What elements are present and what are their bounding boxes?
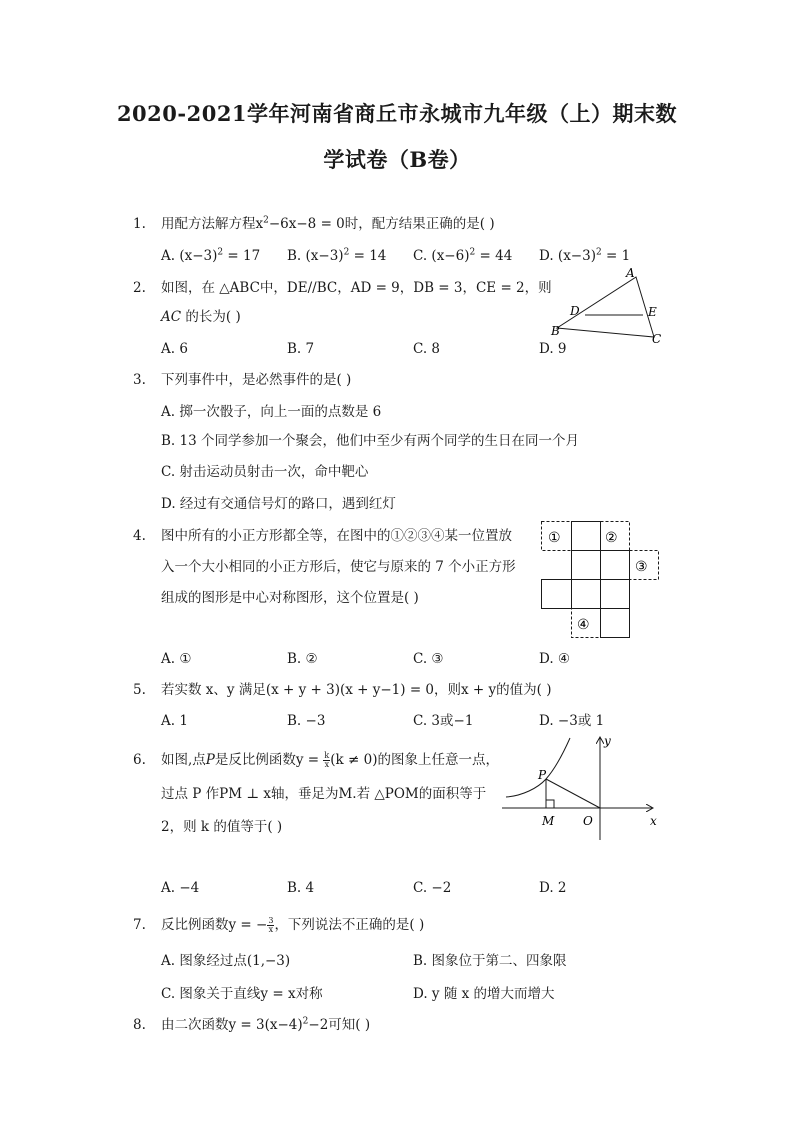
label-e: E <box>648 305 657 319</box>
square <box>601 580 630 609</box>
q6-option-b: B. 4 <box>287 880 315 896</box>
q2-option-b: B. 7 <box>287 341 315 357</box>
q8-number: 8. <box>133 1017 146 1033</box>
square <box>542 580 572 609</box>
q1-option-a: A. $(x-3)^2 = 17$ <box>161 247 261 264</box>
q1-option-c: C. $(x-6)^2 = 44$ <box>413 247 513 264</box>
q3-stem: 下列事件中，是必然事件的是( ) <box>161 372 352 388</box>
label-x: x <box>650 814 657 828</box>
q4-stem-line-1: 图中所有的小正方形都全等，在图中的①②③④某一位置放 <box>161 528 512 544</box>
q4-stem-line-3: 组成的图形是中心对称图形，这个位置是( ) <box>161 590 419 606</box>
q1-option-b: B. $(x-3)^2 = 14$ <box>287 247 387 264</box>
q4-number: 4. <box>133 528 146 544</box>
q6-option-c: C. −2 <box>413 880 452 896</box>
q6-fraction: $\frac{k}{x}$ <box>324 751 330 769</box>
q7-stem: 反比例函数y = − $\frac{3}{x}$ ，下列说法不正确的是( ) <box>161 916 425 934</box>
q8-stem: 由二次函数$y = 3(x-4)^2-2$可知( ) <box>161 1016 371 1033</box>
label-c: C <box>652 332 662 346</box>
q7-fraction: $\frac{3}{x}$ <box>268 916 274 934</box>
label-a: A <box>626 266 635 280</box>
mark-3: ③ <box>635 559 648 575</box>
square <box>572 522 601 551</box>
q7-option-c: C. 图象关于直线y = x对称 <box>161 986 323 1002</box>
mark-2: ② <box>605 530 618 546</box>
mark-1: ① <box>548 530 561 546</box>
q7-option-b: B. 图象位于第二、四象限 <box>413 953 567 969</box>
label-m: M <box>542 814 555 828</box>
mark-4: ④ <box>577 617 590 633</box>
q2-stem-line-2: AC 的长为( ) <box>161 309 241 325</box>
square <box>572 551 601 580</box>
q7-option-a: A. 图象经过点(1,−3) <box>161 953 291 969</box>
exam-title-line-1: 2020-2021学年河南省商丘市永城市九年级（上）期末数 <box>116 101 678 126</box>
label-p: P <box>538 768 547 782</box>
q6-stem-line-3: 2，则 k 的值等于( ) <box>161 819 283 835</box>
q4-option-b: B. ② <box>287 651 318 667</box>
right-angle-mark <box>546 800 554 808</box>
q2-triangle-figure <box>540 262 670 350</box>
q4-option-a: A. ① <box>161 651 192 667</box>
q3-option-d: D. 经过有交通信号灯的路口，遇到红灯 <box>161 496 396 512</box>
q5-number: 5. <box>133 682 146 698</box>
q1-number: 1. <box>133 216 146 232</box>
q4-option-d: D. ④ <box>539 651 571 667</box>
q2-option-a: A. 6 <box>161 341 188 357</box>
q2-option-c: C. 8 <box>413 341 441 357</box>
q6-number: 6. <box>133 752 146 768</box>
square <box>601 609 630 638</box>
q4-option-c: C. ③ <box>413 651 444 667</box>
q1-option-d: D. $(x-3)^2 = 1$ <box>539 247 631 264</box>
q3-option-c: C. 射击运动员射击一次，命中靶心 <box>161 464 369 480</box>
q3-option-a: A. 掷一次骰子，向上一面的点数是 6 <box>161 404 382 420</box>
q6-stem-line-2: 过点 P 作PM ⊥ x轴，垂足为M.若 △POM的面积等于 <box>161 786 487 802</box>
q5-option-d: D. −3或 1 <box>539 713 605 729</box>
q3-option-b: B. 13 个同学参加一个聚会，他们中至少有两个同学的生日在同一个月 <box>161 433 579 449</box>
q5-option-a: A. 1 <box>161 713 188 729</box>
q4-squares-figure <box>538 518 662 642</box>
q2-option-d: D. 9 <box>539 341 567 357</box>
q7-number: 7. <box>133 917 146 933</box>
q6-stem-line-1: 如图,点P是反比例函数y = $\frac{k}{x}$ (k ≠ 0)的图象上任意一点， <box>161 751 499 769</box>
label-b: B <box>551 324 560 338</box>
label-y: y <box>604 734 611 748</box>
q3-number: 3. <box>133 372 146 388</box>
q6-option-d: D. 2 <box>539 880 567 896</box>
q7-option-d: D. y 随 x 的增大而增大 <box>413 986 555 1002</box>
q5-option-b: B. −3 <box>287 713 326 729</box>
label-o: O <box>583 814 593 828</box>
label-d: D <box>570 304 580 318</box>
exam-title-line-2: 学试卷（B卷） <box>323 147 471 172</box>
q4-stem-line-2: 入一个大小相同的小正方形后，使它与原来的 7 个小正方形 <box>161 559 516 575</box>
square <box>601 551 630 580</box>
q2-stem-line-1: 如图，在 △ABC中，DE//BC，AD = 9，DB = 3，CE = 2，则 <box>161 280 552 296</box>
q5-stem: 若实数 x、y 满足(x + y + 3)(x + y−1) = 0，则x + y的值为( ) <box>161 682 552 698</box>
q5-option-c: C. 3或−1 <box>413 713 474 729</box>
q2-number: 2. <box>133 280 146 296</box>
q6-hyperbola-figure <box>500 732 665 844</box>
q6-option-a: A. −4 <box>161 880 200 896</box>
square <box>572 580 601 609</box>
q1-stem: 用配方法解方程$x^2-6x-8 = 0$时，配方结果正确的是( ) <box>161 215 495 232</box>
